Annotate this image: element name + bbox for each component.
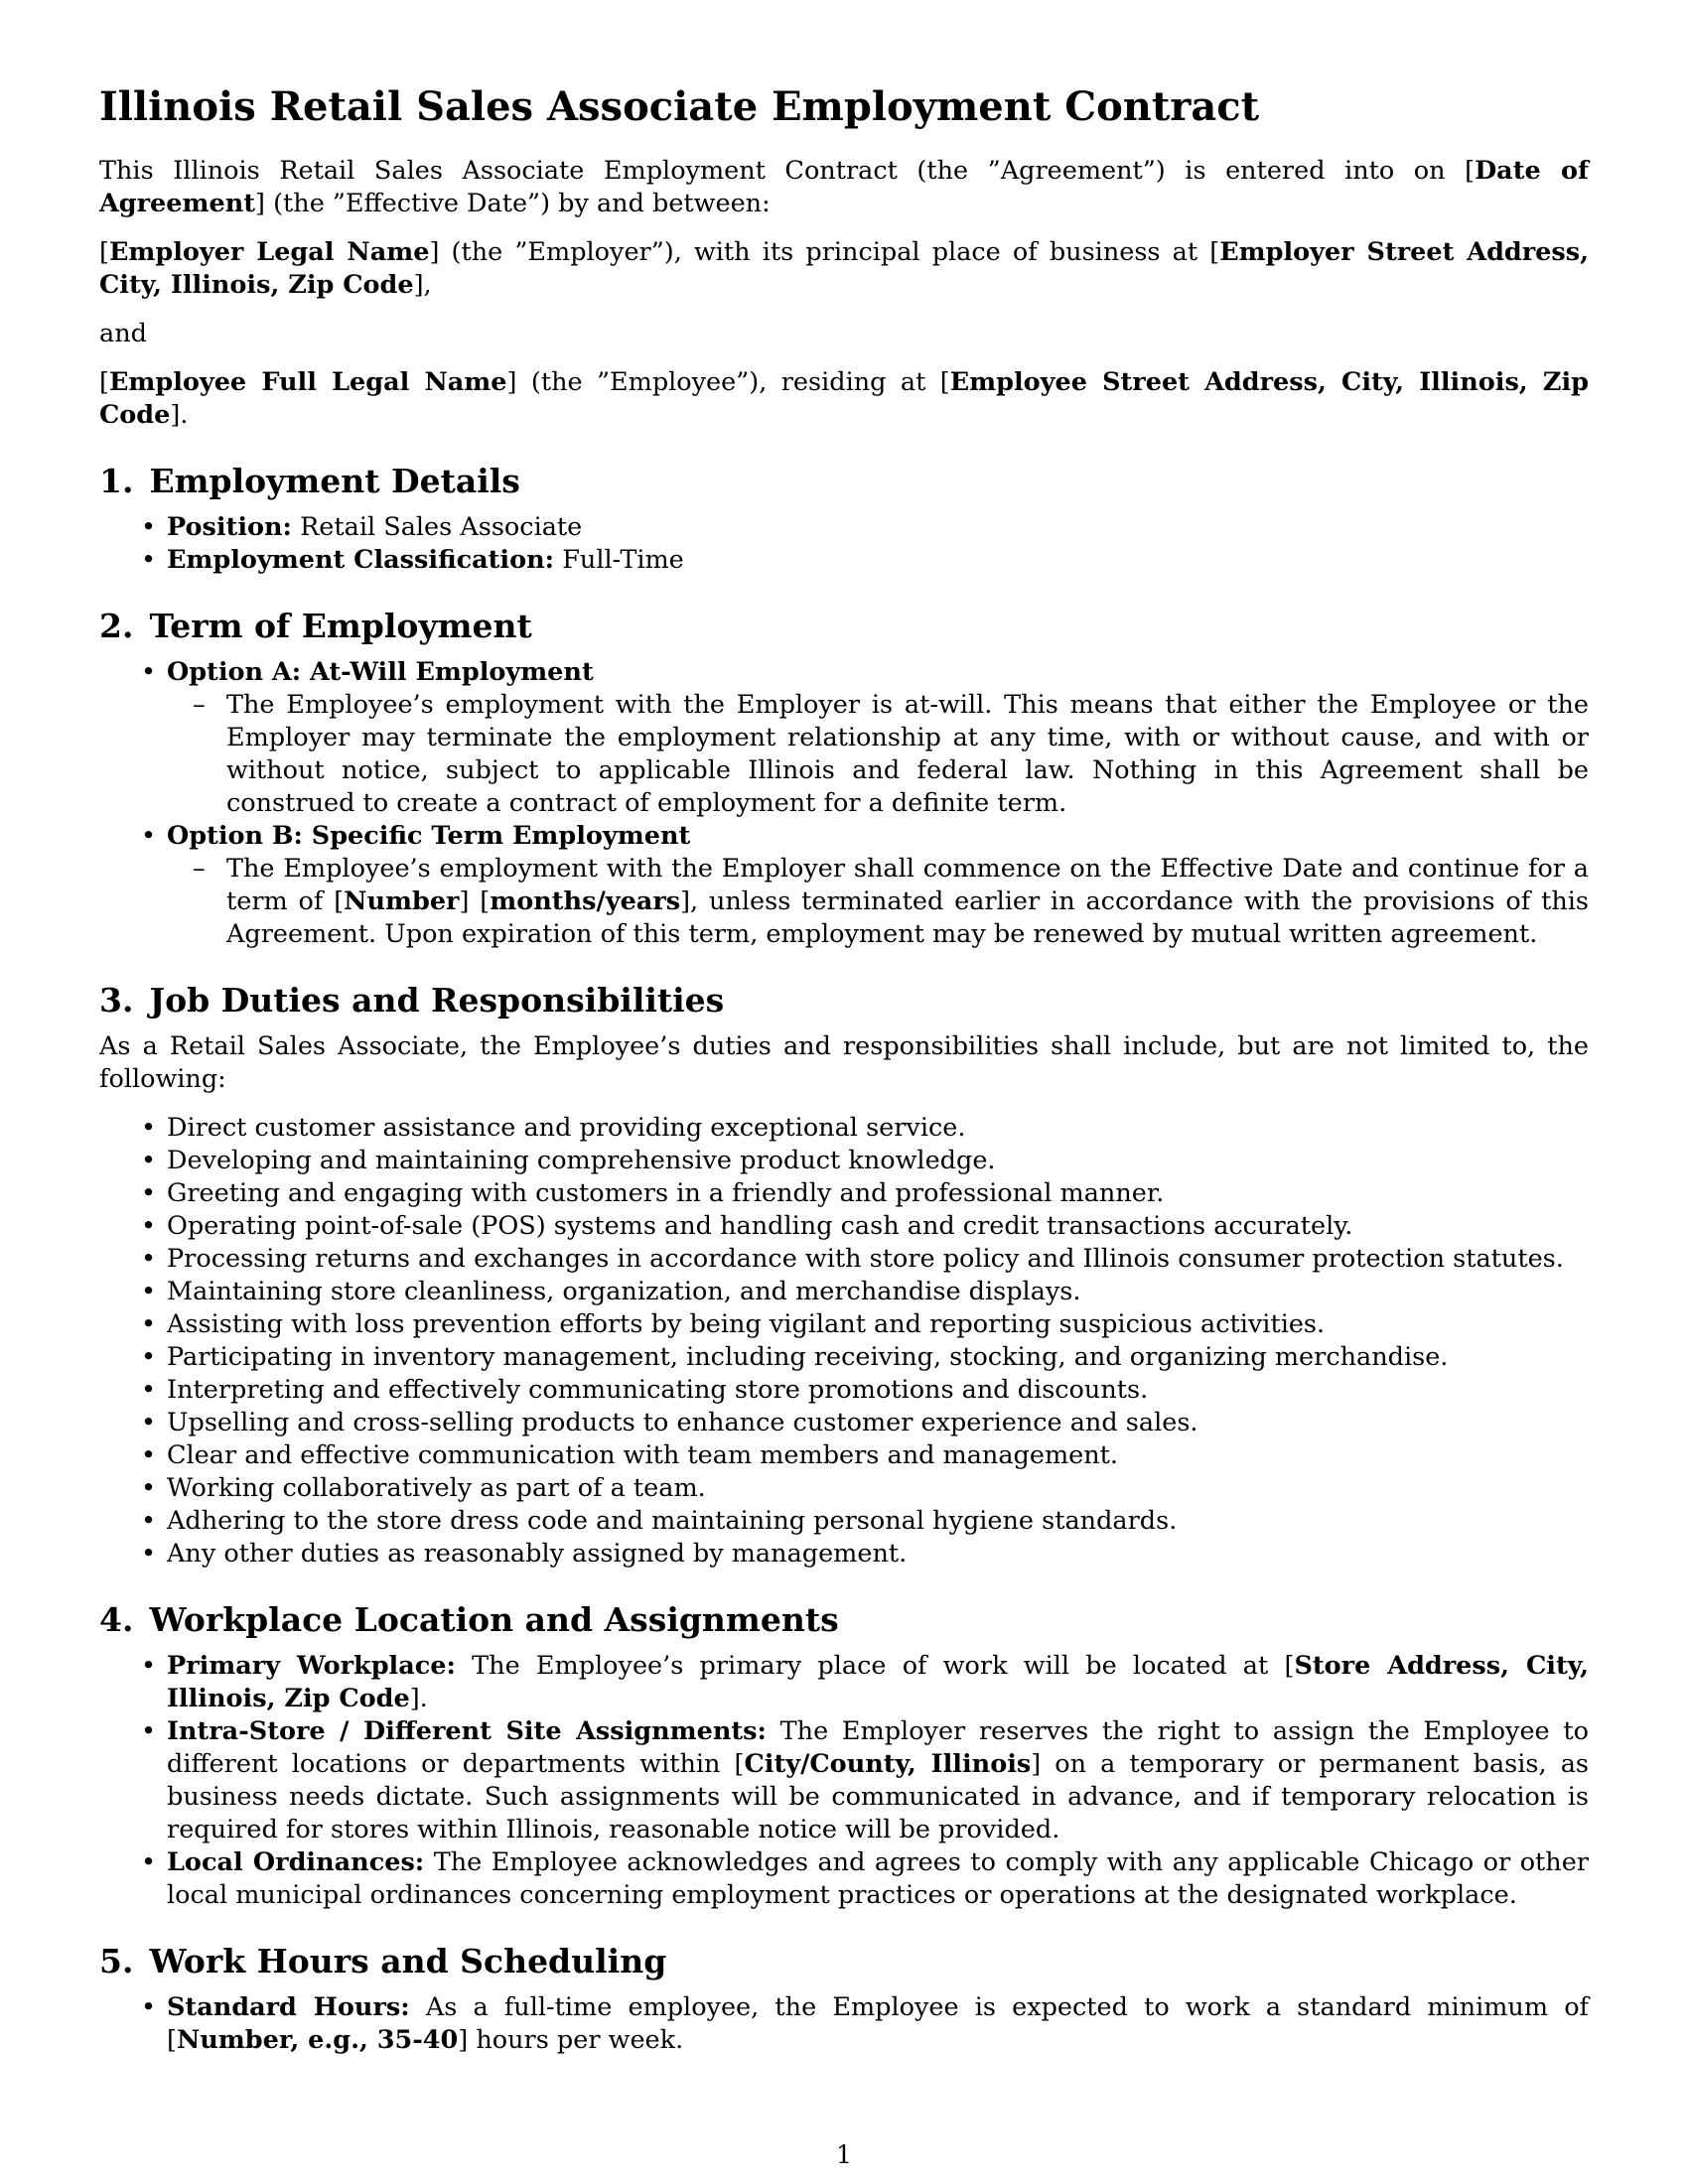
list-item: • Clear and effective communication with team members and management. <box>167 1439 1589 1472</box>
page-number: 1 <box>836 2140 852 2169</box>
section-heading-term: 2. Term of Employment <box>99 607 532 645</box>
section-heading-hours: 5. Work Hours and Scheduling <box>99 1942 667 1980</box>
duties-list <box>99 1112 1589 1570</box>
list-item: • Operating point-of-sale (POS) systems and handling cash and credit transactions accurately. <box>167 1210 1589 1243</box>
hours-list <box>99 1991 1589 2057</box>
section-heading-workplace: 4. Workplace Location and Assignments <box>99 1600 839 1639</box>
option-b: • Option B: Specific Term Employment – The Employee’s employment with the Employer shall commence on the Effective Date and continue for a term of [Number] [months/years], unless terminated earlier in accordance with the provisions of this Agreement. Upon expiration of this term, employment may be renewed by mutual written agreement. <box>167 820 1589 951</box>
employment-details-list <box>99 511 1589 577</box>
list-item: • Participating in inventory management, including receiving, stocking, and organizing merchandise. <box>167 1341 1589 1374</box>
intro-paragraph: This Illinois Retail Sales Associate Employment Contract (the ”Agreement”) is entered into on [Date of Agreement] (the ”Effective Date”) by and between: <box>99 156 1589 218</box>
list-item: • Position: Retail Sales Associate <box>167 511 1589 544</box>
option-a: • Option A: At-Will Employment – The Employee’s employment with the Employer is at-will. This means that either the Employee or the Employer may terminate the employment relationship at any time, with or without cause, and with or without notice, subject to applicable Illinois and federal law. Nothing in this Agreement shall be construed to create a contract of employment for a definite term. <box>167 656 1589 820</box>
document-page <box>99 83 1589 2063</box>
list-item: • Interpreting and effectively communicating store promotions and discounts. <box>167 1374 1589 1407</box>
list-item: • Working collaboratively as part of a team. <box>167 1472 1589 1505</box>
list-item: • Processing returns and exchanges in accordance with store policy and Illinois consumer protection statutes. <box>167 1243 1589 1276</box>
list-item: • Assisting with loss prevention efforts by being vigilant and reporting suspicious activities. <box>167 1308 1589 1341</box>
section-heading-duties: 3. Job Duties and Responsibilities <box>99 981 725 1020</box>
workplace-list <box>99 1650 1589 1912</box>
list-item: • Greeting and engaging with customers in a friendly and professional manner. <box>167 1177 1589 1210</box>
employee-paragraph: [Employee Full Legal Name] (the ”Employee”), residing at [Employee Street Address, City, Illinois, Zip Code]. <box>99 367 1589 430</box>
list-item: • Any other duties as reasonably assigned by management. <box>167 1538 1589 1570</box>
list-item: • Developing and maintaining comprehensive product knowledge. <box>167 1145 1589 1177</box>
list-item: • Employment Classification: Full-Time <box>167 544 1589 577</box>
duties-intro: As a Retail Sales Associate, the Employee’s duties and responsibilities shall include, but are not limited to, the following: <box>99 1031 1589 1094</box>
list-item: • Maintaining store cleanliness, organization, and merchandise displays. <box>167 1276 1589 1308</box>
standard-hours-item: • Standard Hours: As a full-time employee, the Employee is expected to work a standard minimum of [Number, e.g., 35-40] hours per week. <box>167 1991 1589 2057</box>
local-ordinances-item: • Local Ordinances: The Employee acknowledges and agrees to comply with any applicable Chicago or other local municipal ordinances concerning employment practices or operations at the designated workplace. <box>167 1846 1589 1912</box>
employer-paragraph: [Employer Legal Name] (the ”Employer”), with its principal place of business at [Employer Street Address, City, Illinois, Zip Code], <box>99 237 1589 300</box>
list-item: • Adhering to the store dress code and maintaining personal hygiene standards. <box>167 1505 1589 1538</box>
section-heading-employment-details: 1. Employment Details <box>99 462 520 500</box>
intra-store-item: • Intra-Store / Different Site Assignments: The Employer reserves the right to assign the Employee to different locations or departments within [City/County, Illinois] on a temporary or permanent basis, as business needs dictate. Such assignments will be communicated in advance, and if temporary relocation is required for stores within Illinois, reasonable notice will be provided. <box>167 1715 1589 1846</box>
and-text: and <box>99 319 147 348</box>
term-options-list <box>99 656 1589 951</box>
list-item: • Upselling and cross-selling products to enhance customer experience and sales. <box>167 1407 1589 1439</box>
option-a-text: – The Employee’s employment with the Employer is at-will. This means that either the Employee or the Employer may terminate the employment relationship at any time, with or without cause, and with or without notice, subject to applicable Illinois and federal law. Nothing in this Agreement shall be construed to create a contract of employment for a definite term. <box>226 689 1589 820</box>
list-item: • Direct customer assistance and providing exceptional service. <box>167 1112 1589 1145</box>
option-b-text: – The Employee’s employment with the Employer shall commence on the Effective Date and continue for a term of [Number] [months/years], unless terminated earlier in accordance with the provisions of this Agreement. Upon expiration of this term, employment may be renewed by mutual written agreement. <box>226 853 1589 951</box>
primary-workplace-item: • Primary Workplace: The Employee’s primary place of work will be located at [Store Address, City, Illinois, Zip Code]. <box>167 1650 1589 1715</box>
document-title: Illinois Retail Sales Associate Employment Contract <box>99 83 1260 130</box>
